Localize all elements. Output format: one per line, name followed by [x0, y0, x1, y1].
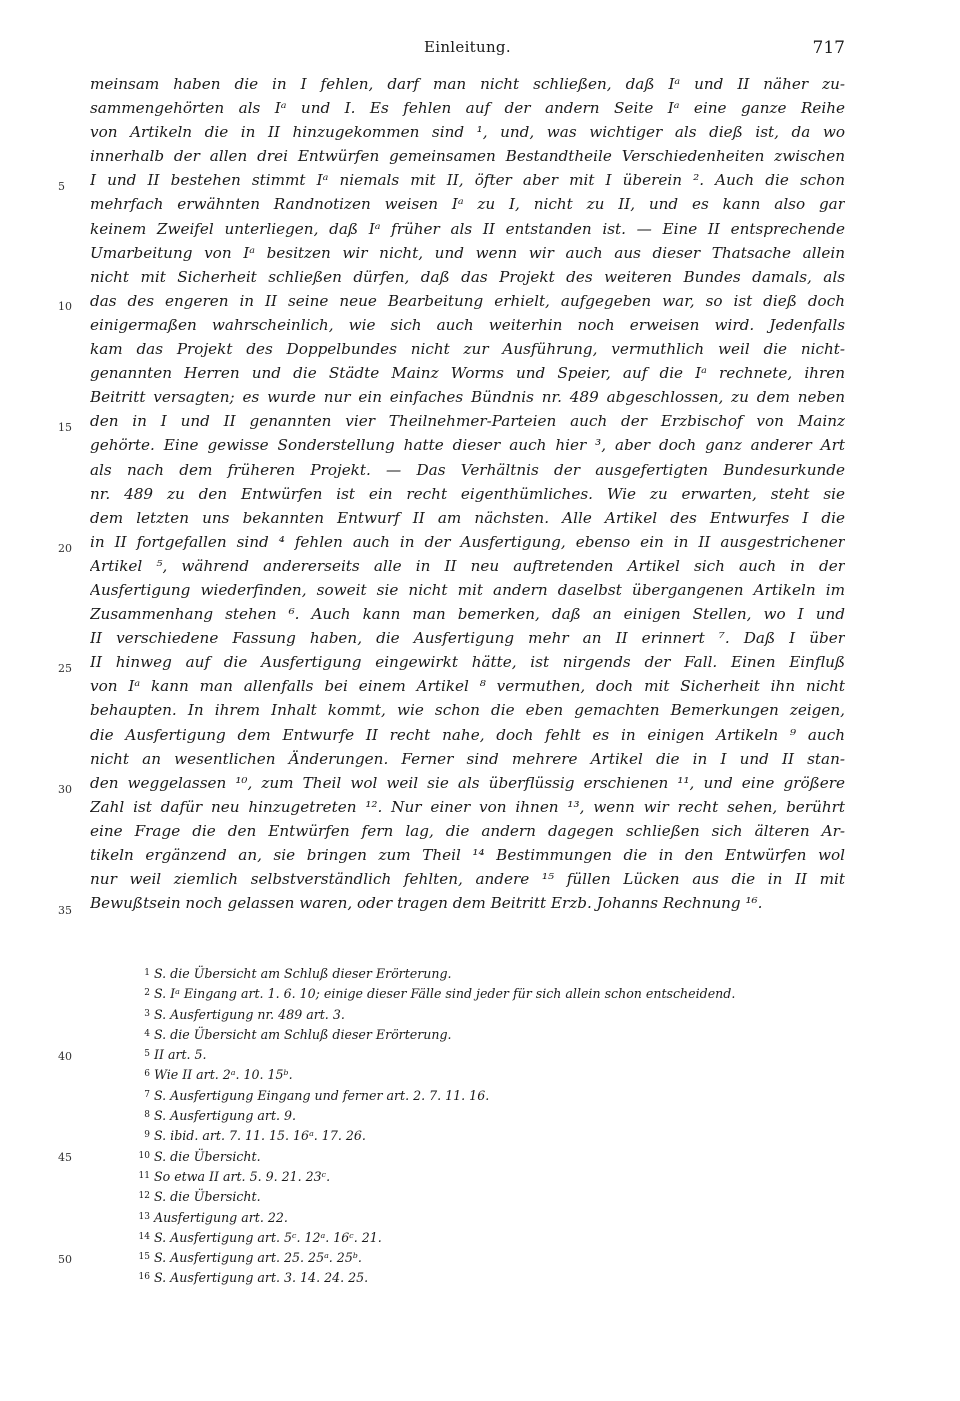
footnote-mark: 3 [144, 1008, 150, 1019]
text-line: den in I und II genannten vier Theilnehmer-Parteien auch der Erzbischof von Mainz [90, 412, 845, 431]
text-line: den weggelassen ¹⁰, zum Theil wol weil sie als überflüssig erschienen ¹¹, und eine größere [90, 773, 845, 792]
footnote [136, 1105, 856, 1125]
margin-line-number: 45 [58, 1151, 72, 1164]
text-line: Umarbeitung von Iᵃ besitzen wir nicht, und wenn wir auch aus dieser Thatsache allein [90, 243, 845, 262]
text-line: gehörte. Eine gewisse Sonderstellung hatte dieser auch hier ³, aber doch ganz anderer Art [90, 436, 845, 455]
text-line: behaupten. In ihrem Inhalt kommt, wie schon die eben gemachten Bemerkungen zeigen, [90, 701, 845, 720]
text-line: von Iᵃ kann man allenfalls bei einem Artikel ⁸ vermuthen, doch mit Sicherheit ihn nicht [90, 677, 845, 696]
running-title: Einleitung. [424, 38, 511, 56]
text-line: I und II bestehen stimmt Iᵃ niemals mit II, öfter aber mit I überein ². Auch die schon [90, 171, 845, 190]
footnote-text: S. Ausfertigung art. 3. 14. 24. 25. [154, 1270, 369, 1286]
footnote [136, 1085, 856, 1105]
footnote [136, 1024, 856, 1044]
footnote [136, 1267, 856, 1287]
footnote-text: S. die Übersicht am Schluß dieser Erörterung. [154, 1026, 452, 1042]
footnote-text: S. Ausfertigung Eingang und ferner art. 2. 7. 11. 16. [154, 1087, 490, 1103]
footnote-text: Ausfertigung art. 22. [154, 1209, 288, 1225]
text-line: Beitritt versagten; es wurde nur ein einfaches Bündnis nr. 489 abgeschlossen, zu dem neben [90, 388, 845, 407]
footnote-text: Wie II art. 2ᵃ. 10. 15ᵇ. [154, 1067, 293, 1083]
text-line: nicht mit Sicherheit schließen dürfen, daß das Projekt des weiteren Bundes damals, als [90, 267, 845, 286]
text-line: nicht an wesentlichen Änderungen. Ferner sind mehrere Artikel die in I und II stan- [90, 749, 845, 768]
footnote [136, 983, 856, 1003]
footnote-mark: 4 [144, 1028, 150, 1039]
text-line: mehrfach erwähnten Randnotizen weisen Iᵃ zu I, nicht zu II, und es kann also gar [90, 195, 845, 214]
footnote [136, 1064, 856, 1084]
footnote-text: S. die Übersicht am Schluß dieser Erörterung. [154, 966, 452, 981]
margin-line-number: 5 [58, 180, 65, 193]
margin-line-number: 20 [58, 542, 72, 555]
footnote [136, 1166, 856, 1186]
text-line: die Ausfertigung dem Entwurfe II recht nahe, doch fehlt es in einigen Artikeln ⁹ auch [90, 725, 845, 744]
text-line: tikeln ergänzend an, sie bringen zum Theil ¹⁴ Bestimmungen die in den Entwürfen wol [90, 846, 845, 864]
text-line: einigermaßen wahrscheinlich, wie sich auch weiterhin noch erweisen wird. Jedenfalls [90, 315, 845, 334]
text-line: dem letzten uns bekannten Entwurf II am nächsten. Alle Artikel des Entwurfes I die [90, 508, 845, 527]
footnotes [136, 963, 856, 1288]
footnote-text: S. die Übersicht. [154, 1148, 261, 1164]
footnote-mark: 14 [138, 1231, 150, 1242]
footnote-mark: 1 [144, 968, 150, 978]
footnote-mark: 7 [144, 1089, 150, 1100]
margin-line-number: 50 [58, 1253, 72, 1266]
footnote [136, 1186, 856, 1206]
text-line: sammengehörten als Iᵃ und I. Es fehlen auf der andern Seite Iᵃ eine ganze Reihe [90, 99, 845, 118]
footnote [136, 1227, 856, 1247]
footnote-text: S. Ausfertigung art. 9. [154, 1108, 297, 1124]
footnote-mark: 8 [144, 1110, 150, 1121]
margin-line-number: 15 [58, 421, 72, 434]
text-line: II hinweg auf die Ausfertigung eingewirkt hätte, ist nirgends der Fall. Einen Einfluß [90, 653, 845, 672]
margin-line-number: 40 [58, 1050, 72, 1063]
footnote-text: S. Ausfertigung art. 25. 25ᵃ. 25ᵇ. [154, 1250, 362, 1266]
text-line: Ausfertigung wiederfinden, soweit sie nicht mit andern daselbst übergangenen Artikeln im [90, 580, 845, 599]
text-line: nr. 489 zu den Entwürfen ist ein recht eigenthümliches. Wie zu erwarten, steht sie [90, 484, 845, 503]
footnote [136, 1247, 856, 1267]
text-line: keinem Zweifel unterliegen, daß Iᵃ früher als II entstanden ist. — Eine II entsprechende [90, 219, 845, 238]
body-text [90, 72, 845, 915]
text-line: eine Frage die den Entwürfen fern lag, die andern dagegen schließen sich älteren Ar- [90, 821, 845, 840]
text-line: genannten Herren und die Städte Mainz Worms und Speier, auf die Iᵃ rechnete, ihren [90, 364, 845, 383]
footnote-mark: 16 [138, 1272, 150, 1283]
text-line: das des engeren in II seine neue Bearbeitung erhielt, aufgegeben war, so ist dieß doch [90, 291, 845, 310]
running-header [90, 38, 845, 64]
footnote-mark: 2 [144, 988, 150, 999]
footnote [136, 1146, 856, 1166]
text-line: als nach dem früheren Projekt. — Das Verhältnis der ausgefertigten Bundesurkunde [90, 460, 845, 479]
footnote-mark: 5 [144, 1049, 150, 1060]
footnote-mark: 9 [144, 1130, 150, 1141]
footnote-mark: 6 [144, 1069, 150, 1080]
footnote-mark: 12 [138, 1191, 150, 1202]
text-line: von Artikeln die in II hinzugekommen sind ¹, und, was wichtiger als dieß ist, da wo [90, 123, 845, 142]
text-line: meinsam haben die in I fehlen, darf man nicht schließen, daß Iᵃ und II näher zu- [90, 75, 845, 93]
footnote-mark: 11 [138, 1170, 150, 1181]
text-line: nur weil ziemlich selbstverständlich fehlten, andere ¹⁵ füllen Lücken aus die in II mit [90, 870, 845, 889]
footnote-mark: 10 [138, 1150, 150, 1161]
text-line: in II fortgefallen sind ⁴ fehlen auch in der Ausfertigung, ebenso ein in II ausgestrichener [90, 532, 845, 551]
footnote-text: S. Iᵃ Eingang art. 1. 6. 10; einige dieser Fälle sind jeder für sich allein schon entscheidend. [154, 986, 736, 1002]
text-line: Zahl ist dafür neu hinzugetreten ¹². Nur einer von ihnen ¹³, wenn wir recht sehen, berührt [90, 797, 845, 816]
footnote [136, 1004, 856, 1024]
footnote-text: II art. 5. [154, 1047, 207, 1063]
text-line: kam das Projekt des Doppelbundes nicht zur Ausführung, vermuthlich weil die nicht- [90, 340, 845, 359]
footnote [136, 1044, 856, 1064]
margin-line-number: 25 [58, 662, 72, 675]
text-line: innerhalb der allen drei Entwürfen gemeinsamen Bestandtheile Verschiedenheiten zwischen [90, 147, 845, 166]
margin-line-number: 30 [58, 783, 72, 796]
margin-line-number: 35 [58, 904, 72, 917]
text-line: Artikel ⁵, während andererseits alle in II neu auftretenden Artikel sich auch in der [90, 556, 845, 575]
footnote-text: So etwa II art. 5. 9. 21. 23ᶜ. [154, 1168, 331, 1184]
margin-line-number: 10 [58, 300, 72, 313]
footnote [136, 963, 856, 983]
page-number: 717 [812, 38, 845, 58]
footnote-mark: 15 [138, 1252, 150, 1263]
footnote-text: S. die Übersicht. [154, 1189, 261, 1205]
footnote-text: S. Ausfertigung nr. 489 art. 3. [154, 1006, 345, 1022]
footnote-text: S. Ausfertigung art. 5ᶜ. 12ᵃ. 16ᶜ. 21. [154, 1229, 382, 1245]
footnote [136, 1207, 856, 1227]
text-line: II verschiedene Fassung haben, die Ausfertigung mehr an II erinnert ⁷. Daß I über [90, 629, 845, 648]
text-line: Bewußtsein noch gelassen waren, oder tragen dem Beitritt Erzb. Johanns Rechnung ¹⁶. [90, 894, 763, 913]
footnote [136, 1125, 856, 1145]
footnote-text: S. ibid. art. 7. 11. 15. 16ᵃ. 17. 26. [154, 1128, 366, 1144]
text-line: Zusammenhang stehen ⁶. Auch kann man bemerken, daß an einigen Stellen, wo I und [90, 605, 845, 624]
footnote-mark: 13 [138, 1211, 150, 1222]
